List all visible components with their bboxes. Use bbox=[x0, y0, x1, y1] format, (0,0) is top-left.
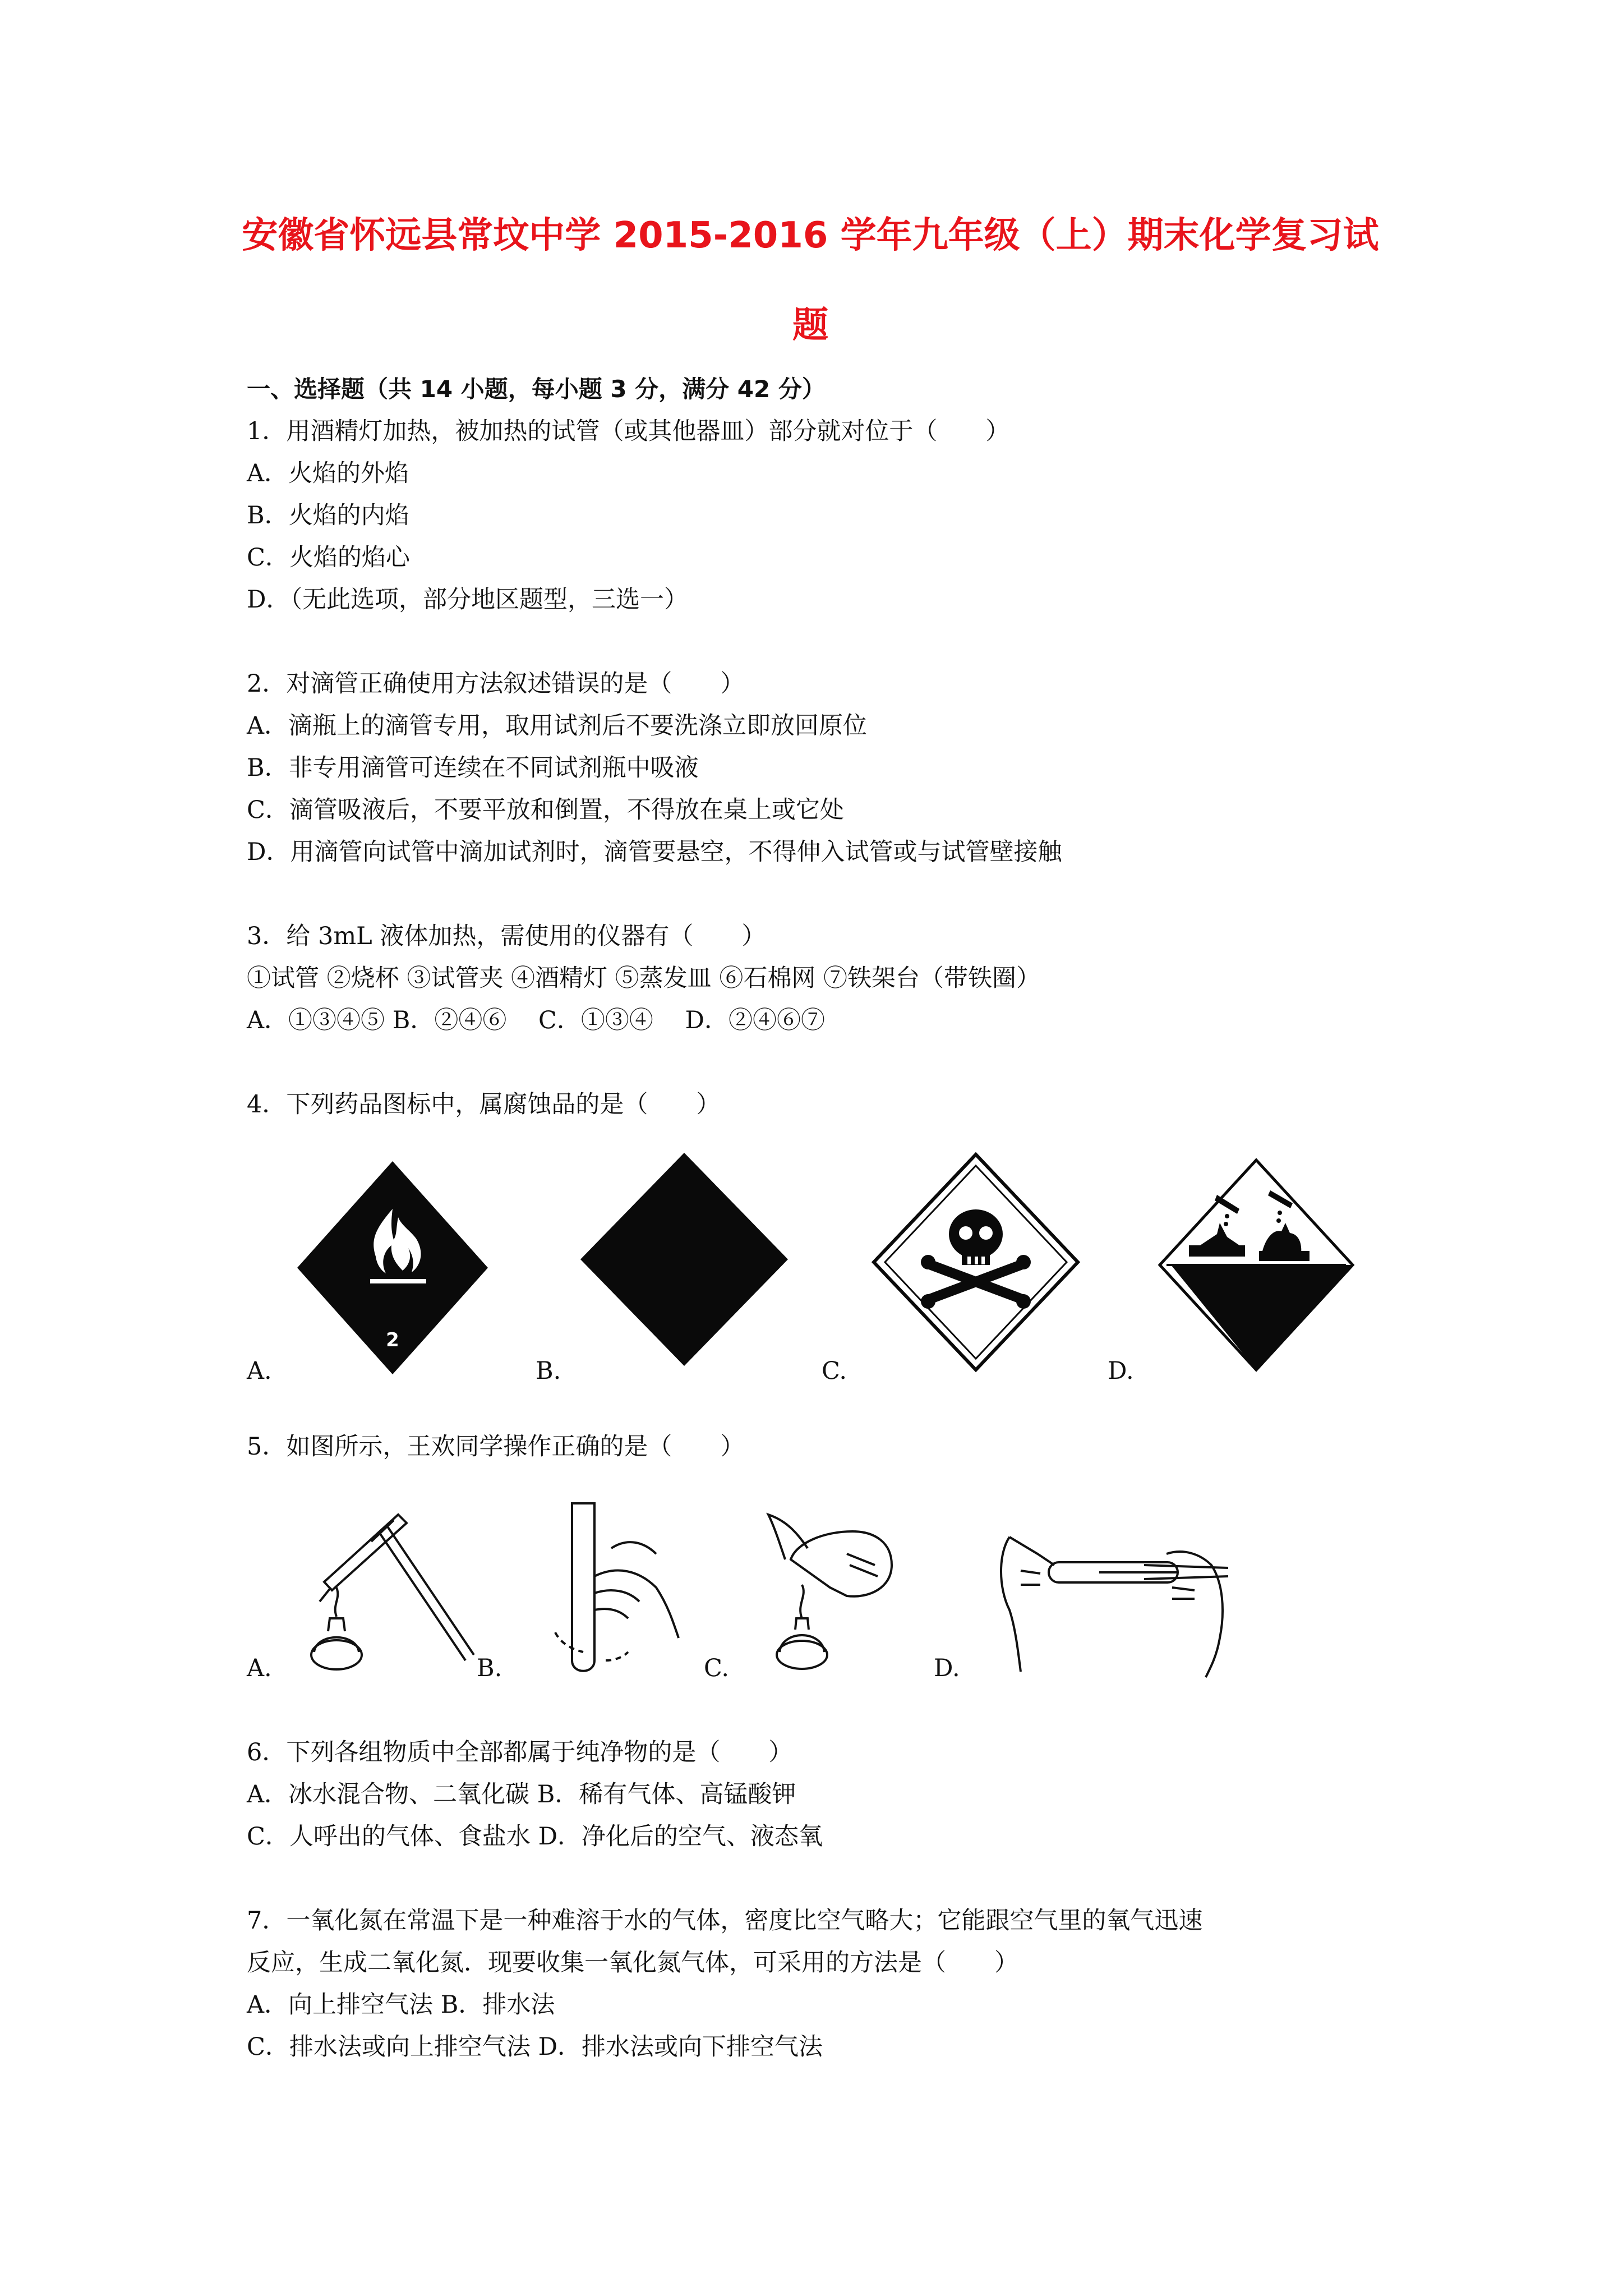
q3-stem: 3．给 3mL 液体加热，需使用的仪器有（ ） bbox=[247, 922, 766, 950]
q7-options-line-1: A．向上排空气法 B．排水法 bbox=[247, 1991, 555, 2019]
q4-sign-flammable bbox=[292, 1156, 494, 1380]
q5-label-c: C. bbox=[704, 1654, 730, 1682]
q4-sign-black-diamond bbox=[578, 1150, 791, 1369]
q5-label-b: B. bbox=[477, 1654, 502, 1682]
q2-option-a: A．滴瓶上的滴管专用，取用试剂后不要洗涤立即放回原位 bbox=[247, 712, 868, 740]
q6-options-line-2: C．人呼出的气体、食盐水 D．净化后的空气、液态氧 bbox=[247, 1823, 823, 1851]
q6-stem: 6．下列各组物质中全部都属于纯净物的是（ ） bbox=[247, 1738, 793, 1766]
q4-label-d: D. bbox=[1108, 1357, 1134, 1385]
q2-stem: 2．对滴管正确使用方法叙述错误的是（ ） bbox=[247, 670, 745, 698]
q1-option-b: B．火焰的内焰 bbox=[247, 501, 409, 530]
title-line-2: 题 bbox=[792, 305, 828, 346]
q4-label-a: A. bbox=[247, 1357, 272, 1385]
q1-option-c: C．火焰的焰心 bbox=[247, 544, 410, 572]
q7-options-line-2: C．排水法或向上排空气法 D．排水法或向下排空气法 bbox=[247, 2033, 823, 2061]
q4-stem: 4．下列药品图标中，属腐蚀品的是（ ） bbox=[247, 1091, 721, 1119]
q5-figure-c bbox=[763, 1492, 909, 1683]
q1-option-d: D．（无此选项，部分地区题型，三选一） bbox=[247, 586, 688, 614]
q5-label-d: D. bbox=[934, 1654, 960, 1682]
q7-stem-line-1: 7．一氧化氮在常温下是一种难溶于水的气体，密度比空气略大；它能跟空气里的氧气迅速 bbox=[247, 1907, 1203, 1935]
q4-sign-corrosive bbox=[1155, 1156, 1357, 1374]
q5-stem: 5．如图所示，王欢同学操作正确的是（ ） bbox=[247, 1433, 745, 1461]
q5-figure-b bbox=[550, 1492, 695, 1683]
q4-sign-a-number: 2 bbox=[386, 1329, 399, 1351]
q3-options: A．①③④⑤ B．②④⑥ C．①③④ D．②④⑥⑦ bbox=[247, 1006, 826, 1034]
q2-option-d: D．用滴管向试管中滴加试剂时，滴管要悬空，不得伸入试管或与试管壁接触 bbox=[247, 838, 1062, 866]
q2-option-b: B．非专用滴管可连续在不同试剂瓶中吸液 bbox=[247, 754, 699, 782]
q4-sign-toxic bbox=[869, 1150, 1082, 1374]
q2-option-c: C．滴管吸液后，不要平放和倒置，不得放在桌上或它处 bbox=[247, 796, 844, 824]
q1-option-a: A．火焰的外焰 bbox=[247, 459, 409, 487]
q7-stem-line-2: 反应，生成二氧化氮．现要收集一氧化氮气体，可采用的方法是（ ） bbox=[247, 1949, 1018, 1977]
q1-stem: 1．用酒精灯加热，被加热的试管（或其他器皿）部分就对位于（ ） bbox=[247, 417, 1010, 445]
q4-label-c: C. bbox=[822, 1357, 847, 1385]
title-line-1: 安徽省怀远县常坟中学 2015-2016 学年九年级（上）期末化学复习试 bbox=[242, 215, 1379, 256]
q5-figure-d bbox=[987, 1515, 1234, 1683]
q6-options-line-1: A．冰水混合物、二氧化碳 B．稀有气体、高锰酸钾 bbox=[247, 1780, 796, 1809]
q4-label-b: B. bbox=[536, 1357, 561, 1385]
document-title bbox=[241, 191, 1380, 370]
q5-figure-a bbox=[297, 1492, 488, 1683]
q3-items: ①试管 ②烧杯 ③试管夹 ④酒精灯 ⑤蒸发皿 ⑥石棉网 ⑦铁架台（带铁圈） bbox=[247, 964, 1041, 992]
q5-label-a: A. bbox=[247, 1654, 272, 1682]
section-heading: 一、选择题（共 14 小题，每小题 3 分，满分 42 分） bbox=[247, 375, 826, 403]
